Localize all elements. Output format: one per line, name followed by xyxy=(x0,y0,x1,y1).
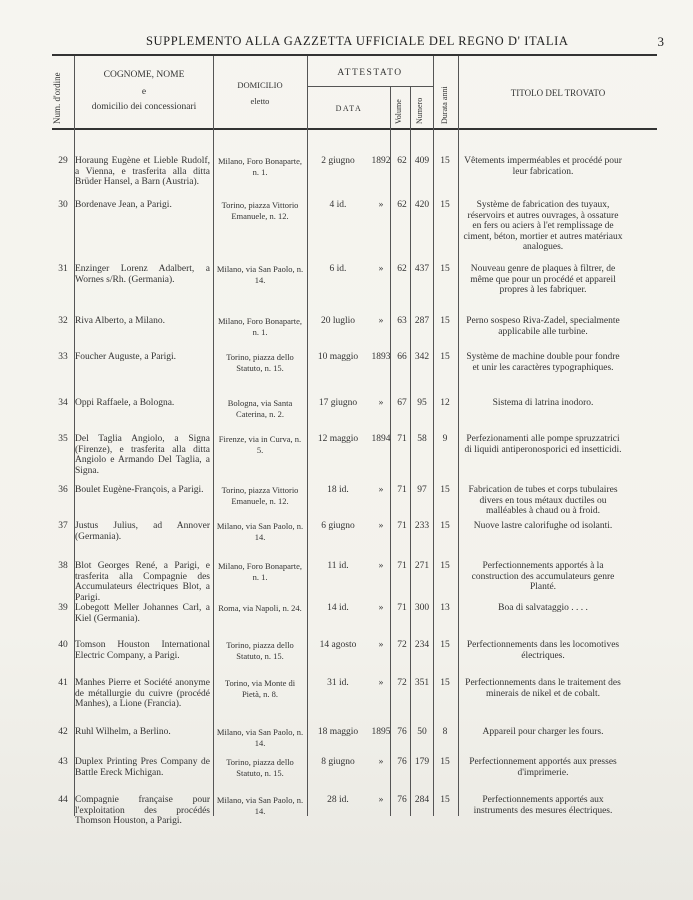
certificate-volume: 72 xyxy=(397,640,407,650)
certificate-date: 14 agosto xyxy=(319,640,357,650)
header-cognome-2: e xyxy=(141,87,147,97)
concessionaire-name: Lobegott Meller Johannes Carl, a Kiel (Germania). xyxy=(75,603,210,624)
duration-years: 15 xyxy=(440,316,450,326)
invention-title: Système de machine double pour fondre et unir les caractères typographiques. xyxy=(466,352,620,373)
duration-years: 15 xyxy=(440,561,450,571)
duration-years: 15 xyxy=(440,795,450,805)
concessionaire-name: Compagnie française pour l'exploitation des procédés Thomson Houston, a Parigi. xyxy=(75,795,210,826)
certificate-year: » xyxy=(378,640,384,650)
certificate-date: 14 id. xyxy=(327,603,349,613)
duration-years: 15 xyxy=(440,678,450,688)
certificate-number: 351 xyxy=(414,678,430,688)
certificate-date: 8 giugno xyxy=(321,757,355,767)
concessionaire-name: Enzinger Lorenz Adalbert, a Wornes s/Rh. (Germania). xyxy=(75,264,210,285)
certificate-year: 1893 xyxy=(371,352,391,362)
header-cognome-1: COGNOME, NOME xyxy=(103,70,185,80)
concessionaire-name: Tomson Houston International Electric Company, a Parigi. xyxy=(75,640,210,661)
duration-years: 15 xyxy=(440,264,450,274)
entry-number: 30 xyxy=(58,200,68,210)
column-divider xyxy=(458,56,459,816)
entry-number: 44 xyxy=(58,795,68,805)
entry-number: 41 xyxy=(58,678,68,688)
column-divider xyxy=(410,86,411,816)
certificate-year: » xyxy=(378,603,384,613)
invention-title: Perfectionnements dans les locomotives électriques. xyxy=(466,640,620,661)
duration-years: 12 xyxy=(440,398,450,408)
certificate-volume: 67 xyxy=(397,398,407,408)
invention-title: Vêtements imperméables et procédé pour leur fabrication. xyxy=(464,156,622,177)
certificate-volume: 76 xyxy=(397,795,407,805)
elected-domicile: Torino, piazza dello Statuto, n. 15. xyxy=(226,757,294,778)
header-data: DATA xyxy=(335,104,363,113)
certificate-date: 18 maggio xyxy=(317,727,359,737)
elected-domicile: Milano, via San Paolo, n. 14. xyxy=(216,521,304,542)
page-number: 3 xyxy=(657,34,664,49)
entry-number: 31 xyxy=(58,264,68,274)
elected-domicile: Torino, piazza dello Statuto, n. 15. xyxy=(226,640,294,661)
invention-title: Perfezionamenti alle pompe spruzzatrici di liquidi antiperonosporici ed insetticidi. xyxy=(464,434,622,455)
elected-domicile: Torino, piazza Vittorio Emanuele, n. 12. xyxy=(221,200,299,221)
invention-title: Perno sospeso Riva-Zadel, specialmente applicabile alle turbine. xyxy=(466,316,620,337)
concessionaire-name: Foucher Auguste, a Parigi. xyxy=(75,352,177,362)
elected-domicile: Milano, via San Paolo, n. 14. xyxy=(216,264,304,285)
certificate-date: 28 id. xyxy=(327,795,349,805)
entry-number: 33 xyxy=(58,352,68,362)
certificate-year: » xyxy=(378,521,384,531)
certificate-number: 97 xyxy=(417,485,427,495)
certificate-number: 233 xyxy=(414,521,430,531)
certificate-volume: 71 xyxy=(397,603,407,613)
header-num-ordine: Num. d'ordine xyxy=(52,72,62,124)
certificate-date: 4 id. xyxy=(329,200,347,210)
duration-years: 15 xyxy=(440,352,450,362)
concessionaire-name: Bordenave Jean, a Parigi. xyxy=(75,200,172,210)
certificate-year: » xyxy=(378,200,384,210)
invention-title: Système de fabrication des tuyaux, réservoirs et autres ouvrages, à ossature en fers ou aciers à l'et remplissage de ciment, béton, mortier et autres matériaux analogues. xyxy=(463,200,623,252)
invention-title: Sistema di latrina inodoro. xyxy=(492,398,594,408)
certificate-year: 1895 xyxy=(371,727,391,737)
certificate-number: 437 xyxy=(414,264,430,274)
entry-number: 42 xyxy=(58,727,68,737)
certificate-number: 300 xyxy=(414,603,430,613)
certificate-year: » xyxy=(378,264,384,274)
elected-domicile: Milano, Foro Bonaparte, n. 1. xyxy=(217,561,303,582)
header-bottom-rule xyxy=(52,128,657,130)
duration-years: 15 xyxy=(440,640,450,650)
certificate-date: 10 maggio xyxy=(317,352,359,362)
header-durata: Durata anni xyxy=(440,86,449,124)
certificate-date: 6 id. xyxy=(329,264,347,274)
elected-domicile: Torino, via Monte di Pietà, n. 8. xyxy=(224,678,296,699)
column-divider xyxy=(390,86,391,816)
certificate-volume: 71 xyxy=(397,561,407,571)
entry-number: 38 xyxy=(58,561,68,571)
entry-number: 34 xyxy=(58,398,68,408)
header-numero: Numero xyxy=(415,97,424,124)
duration-years: 15 xyxy=(440,521,450,531)
header-titolo: TITOLO DEL TROVATO xyxy=(510,88,606,98)
top-rule xyxy=(52,54,657,56)
certificate-volume: 63 xyxy=(397,316,407,326)
certificate-date: 20 luglio xyxy=(320,316,356,326)
certificate-volume: 62 xyxy=(397,264,407,274)
certificate-volume: 66 xyxy=(397,352,407,362)
elected-domicile: Roma, via Napoli, n. 24. xyxy=(218,603,302,613)
duration-years: 13 xyxy=(440,603,450,613)
certificate-date: 2 giugno xyxy=(321,156,355,166)
column-divider xyxy=(213,56,214,816)
invention-title: Appareil pour charger les fours. xyxy=(482,727,604,737)
certificate-number: 50 xyxy=(417,727,427,737)
duration-years: 8 xyxy=(442,727,448,737)
concessionaire-name: Riva Alberto, a Milano. xyxy=(75,316,165,326)
entry-number: 37 xyxy=(58,521,68,531)
elected-domicile: Milano, Foro Bonaparte, n. 1. xyxy=(217,156,303,177)
certificate-date: 12 maggio xyxy=(317,434,359,444)
certificate-year: » xyxy=(378,757,384,767)
duration-years: 15 xyxy=(440,200,450,210)
certificate-date: 6 giugno xyxy=(321,521,355,531)
certificate-number: 234 xyxy=(414,640,430,650)
certificate-volume: 76 xyxy=(397,727,407,737)
attestato-divider xyxy=(307,86,433,87)
certificate-volume: 71 xyxy=(397,521,407,531)
concessionaire-name: Oppi Raffaele, a Bologna. xyxy=(75,398,175,408)
elected-domicile: Bologna, via Santa Caterina, n. 2. xyxy=(227,398,293,419)
entry-number: 32 xyxy=(58,316,68,326)
certificate-number: 284 xyxy=(414,795,430,805)
certificate-year: » xyxy=(378,485,384,495)
certificate-year: » xyxy=(378,316,384,326)
certificate-number: 287 xyxy=(414,316,430,326)
duration-years: 15 xyxy=(440,757,450,767)
certificate-date: 18 id. xyxy=(327,485,349,495)
invention-title: Nouveau genre de plaques à filtrer, de même que pour un procédé et appareil propres à les fabriquer. xyxy=(470,264,616,295)
concessionaire-name: Duplex Printing Pres Company de Battle Ereck Michigan. xyxy=(75,757,210,778)
certificate-year: » xyxy=(378,561,384,571)
entry-number: 35 xyxy=(58,434,68,444)
certificate-number: 95 xyxy=(417,398,427,408)
duration-years: 15 xyxy=(440,485,450,495)
invention-title: Nuove lastre calorifughe od isolanti. xyxy=(473,521,613,531)
elected-domicile: Torino, piazza dello Statuto, n. 15. xyxy=(226,352,294,373)
certificate-number: 179 xyxy=(414,757,430,767)
elected-domicile: Milano, via San Paolo, n. 14. xyxy=(216,727,304,748)
concessionaire-name: Ruhl Wilhelm, a Berlino. xyxy=(75,727,171,737)
invention-title: Perfectionnement apportés aux presses d'imprimerie. xyxy=(469,757,617,778)
certificate-year: 1894 xyxy=(371,434,391,444)
concessionaire-name: Del Taglia Angiolo, a Signa (Firenze), e trasferita alla ditta Angiolo e Armando Del Taglia, a Signa. xyxy=(75,434,210,476)
certificate-volume: 71 xyxy=(397,434,407,444)
elected-domicile: Milano, via San Paolo, n. 14. xyxy=(216,795,304,816)
certificate-year: 1892 xyxy=(371,156,391,166)
concessionaire-name: Manhes Pierre et Société anonyme de métallurgie du cuivre (procédé Manhes), a Lione (Francia). xyxy=(75,678,210,709)
concessionaire-name: Horaung Eugène et Lieble Rudolf, a Vienna, e trasferita alla ditta Brüder Hansel, a Barn (Austria). xyxy=(75,156,210,187)
header-domicilio-2: eletto xyxy=(250,96,270,106)
certificate-number: 420 xyxy=(414,200,430,210)
certificate-volume: 76 xyxy=(397,757,407,767)
concessionaire-name: Blot Georges René, a Parigi, e trasferita alla Compagnie des Accumulateurs électriques Blot, a Parigi. xyxy=(75,561,210,603)
certificate-number: 271 xyxy=(414,561,430,571)
certificate-number: 409 xyxy=(414,156,430,166)
invention-title: Perfectionnements dans le traitement des minerais de nikel et de cobalt. xyxy=(465,678,621,699)
certificate-date: 31 id. xyxy=(327,678,349,688)
header-cognome-3: domicilio dei concessionari xyxy=(91,102,197,112)
certificate-volume: 62 xyxy=(397,156,407,166)
header-volume: Volume xyxy=(394,99,403,124)
elected-domicile: Torino, piazza Vittorio Emanuele, n. 12. xyxy=(221,485,299,506)
elected-domicile: Milano, Foro Bonaparte, n. 1. xyxy=(217,316,303,337)
duration-years: 9 xyxy=(442,434,448,444)
running-head xyxy=(50,34,690,50)
concessionaire-name: Justus Julius, ad Annover (Germania). xyxy=(75,521,210,542)
certificate-year: » xyxy=(378,795,384,805)
entry-number: 40 xyxy=(58,640,68,650)
header-domicilio-1: DOMICILIO xyxy=(237,80,283,90)
invention-title: Boa di salvataggio . . . . xyxy=(498,603,588,613)
certificate-date: 17 giugno xyxy=(318,398,358,408)
certificate-volume: 71 xyxy=(397,485,407,495)
duration-years: 15 xyxy=(440,156,450,166)
certificate-volume: 62 xyxy=(397,200,407,210)
concessionaire-name: Boulet Eugène-François, a Parigi. xyxy=(75,485,204,495)
entry-number: 39 xyxy=(58,603,68,613)
running-title: SUPPLEMENTO ALLA GAZZETTA UFFICIALE DEL REGNO D' ITALIA xyxy=(146,34,569,48)
invention-title: Perfectionnements apportés à la construction des accumulateurs genre Planté. xyxy=(471,561,615,592)
invention-title: Fabrication de tubes et corps tubulaires divers en tous métaux ductiles ou malléables à chaud ou à froid. xyxy=(468,485,618,516)
certificate-number: 58 xyxy=(417,434,427,444)
header-attestato: ATTESTATO xyxy=(337,68,403,78)
certificate-year: » xyxy=(378,398,384,408)
certificate-volume: 72 xyxy=(397,678,407,688)
entry-number: 43 xyxy=(58,757,68,767)
entry-number: 36 xyxy=(58,485,68,495)
certificate-year: » xyxy=(378,678,384,688)
certificate-number: 342 xyxy=(414,352,430,362)
certificate-date: 11 id. xyxy=(327,561,349,571)
entry-number: 29 xyxy=(58,156,68,166)
invention-title: Perfectionnements apportés aux instruments des mesures électriques. xyxy=(473,795,613,816)
elected-domicile: Firenze, via in Curva, n. 5. xyxy=(218,434,302,455)
